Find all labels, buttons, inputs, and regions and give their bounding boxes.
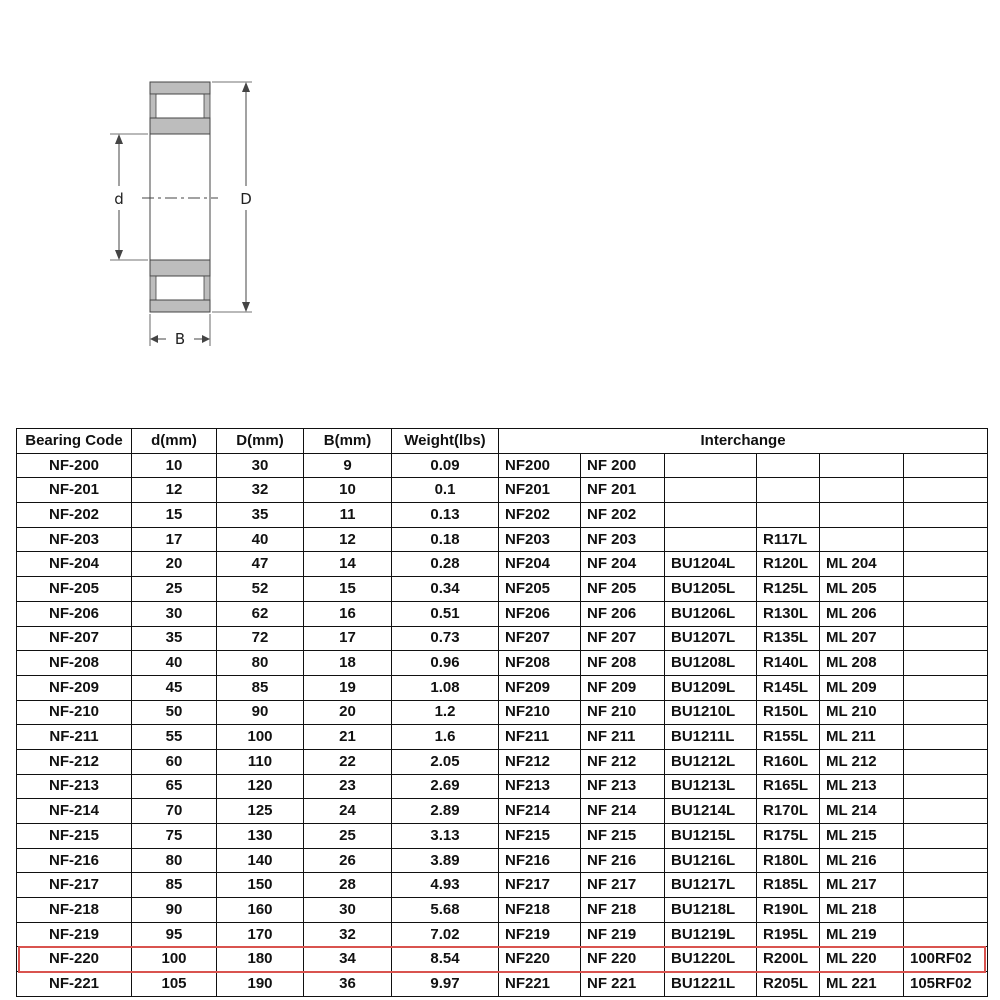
interchange-4-cell: R117L (757, 527, 820, 552)
d-mm-cell: 40 (132, 651, 217, 676)
interchange-4-cell (757, 453, 820, 478)
header-weight-lbs: Weight(lbs) (392, 429, 499, 454)
interchange-3-cell: BU1209L (665, 675, 757, 700)
B-mm-cell: 20 (304, 700, 392, 725)
D-mm-cell: 150 (217, 873, 304, 898)
interchange-5-cell: ML 209 (820, 675, 904, 700)
interchange-2-cell: NF 201 (581, 478, 665, 503)
interchange-6-cell (904, 700, 988, 725)
interchange-6-cell (904, 577, 988, 602)
interchange-3-cell: BU1204L (665, 552, 757, 577)
bearing-code-cell: NF-203 (17, 527, 132, 552)
d-mm-cell: 100 (132, 947, 217, 972)
bearing-code-cell: NF-220 (17, 947, 132, 972)
interchange-3-cell: BU1220L (665, 947, 757, 972)
bearing-code-cell: NF-219 (17, 922, 132, 947)
bearing-code-cell: NF-207 (17, 626, 132, 651)
interchange-6-cell (904, 601, 988, 626)
D-mm-cell: 110 (217, 749, 304, 774)
interchange-1-cell: NF220 (499, 947, 581, 972)
weight-lbs-cell: 3.89 (392, 848, 499, 873)
bearing-code-cell: NF-218 (17, 898, 132, 923)
bearing-code-cell: NF-221 (17, 972, 132, 997)
interchange-2-cell: NF 221 (581, 972, 665, 997)
weight-lbs-cell: 3.13 (392, 824, 499, 849)
interchange-1-cell: NF200 (499, 453, 581, 478)
interchange-4-cell: R140L (757, 651, 820, 676)
header-interchange: Interchange (499, 429, 988, 454)
header-bearing-code: Bearing Code (17, 429, 132, 454)
interchange-5-cell: ML 210 (820, 700, 904, 725)
interchange-6-cell: 105RF02 (904, 972, 988, 997)
interchange-1-cell: NF204 (499, 552, 581, 577)
bearing-code-cell: NF-201 (17, 478, 132, 503)
interchange-4-cell: R150L (757, 700, 820, 725)
table-row (17, 799, 988, 824)
interchange-1-cell: NF219 (499, 922, 581, 947)
dimension-d (110, 134, 148, 260)
table-row (17, 552, 988, 577)
B-mm-cell: 21 (304, 725, 392, 750)
interchange-3-cell: BU1206L (665, 601, 757, 626)
interchange-1-cell: NF202 (499, 503, 581, 528)
weight-lbs-cell: 0.73 (392, 626, 499, 651)
table-row (17, 947, 988, 972)
interchange-4-cell: R130L (757, 601, 820, 626)
interchange-1-cell: NF208 (499, 651, 581, 676)
B-mm-cell: 30 (304, 898, 392, 923)
interchange-4-cell: R160L (757, 749, 820, 774)
weight-lbs-cell: 0.34 (392, 577, 499, 602)
D-mm-cell: 85 (217, 675, 304, 700)
interchange-6-cell (904, 626, 988, 651)
D-mm-cell: 30 (217, 453, 304, 478)
table-row (17, 824, 988, 849)
interchange-1-cell: NF214 (499, 799, 581, 824)
interchange-6-cell (904, 898, 988, 923)
bearing-code-cell: NF-206 (17, 601, 132, 626)
interchange-5-cell: ML 205 (820, 577, 904, 602)
weight-lbs-cell: 2.05 (392, 749, 499, 774)
dimension-D-label: D (240, 190, 252, 208)
table-row (17, 749, 988, 774)
interchange-3-cell: BU1221L (665, 972, 757, 997)
d-mm-cell: 65 (132, 774, 217, 799)
interchange-5-cell: ML 214 (820, 799, 904, 824)
bearing-code-cell: NF-205 (17, 577, 132, 602)
interchange-2-cell: NF 205 (581, 577, 665, 602)
B-mm-cell: 19 (304, 675, 392, 700)
interchange-1-cell: NF212 (499, 749, 581, 774)
interchange-3-cell: BU1205L (665, 577, 757, 602)
interchange-6-cell (904, 922, 988, 947)
interchange-5-cell (820, 503, 904, 528)
bearing-cross-section-diagram (100, 70, 290, 360)
interchange-3-cell: BU1219L (665, 922, 757, 947)
B-mm-cell: 26 (304, 848, 392, 873)
interchange-5-cell (820, 527, 904, 552)
weight-lbs-cell: 2.69 (392, 774, 499, 799)
d-mm-cell: 20 (132, 552, 217, 577)
interchange-6-cell (904, 749, 988, 774)
B-mm-cell: 23 (304, 774, 392, 799)
D-mm-cell: 120 (217, 774, 304, 799)
table-row (17, 873, 988, 898)
interchange-2-cell: NF 220 (581, 947, 665, 972)
interchange-6-cell (904, 527, 988, 552)
B-mm-cell: 32 (304, 922, 392, 947)
interchange-2-cell: NF 212 (581, 749, 665, 774)
interchange-1-cell: NF209 (499, 675, 581, 700)
interchange-3-cell: BU1215L (665, 824, 757, 849)
interchange-4-cell: R120L (757, 552, 820, 577)
interchange-1-cell: NF211 (499, 725, 581, 750)
bearing-code-cell: NF-212 (17, 749, 132, 774)
table-row (17, 478, 988, 503)
D-mm-cell: 72 (217, 626, 304, 651)
D-mm-cell: 190 (217, 972, 304, 997)
interchange-5-cell: ML 216 (820, 848, 904, 873)
interchange-2-cell: NF 207 (581, 626, 665, 651)
interchange-5-cell: ML 217 (820, 873, 904, 898)
interchange-3-cell: BU1211L (665, 725, 757, 750)
table-row (17, 700, 988, 725)
interchange-4-cell: R170L (757, 799, 820, 824)
B-mm-cell: 11 (304, 503, 392, 528)
interchange-4-cell (757, 503, 820, 528)
d-mm-cell: 85 (132, 873, 217, 898)
interchange-3-cell: BU1213L (665, 774, 757, 799)
weight-lbs-cell: 1.6 (392, 725, 499, 750)
B-mm-cell: 15 (304, 577, 392, 602)
interchange-1-cell: NF206 (499, 601, 581, 626)
d-mm-cell: 60 (132, 749, 217, 774)
weight-lbs-cell: 7.02 (392, 922, 499, 947)
interchange-1-cell: NF207 (499, 626, 581, 651)
table-row (17, 922, 988, 947)
dimension-d-label: d (114, 190, 124, 208)
d-mm-cell: 105 (132, 972, 217, 997)
interchange-3-cell: BU1210L (665, 700, 757, 725)
B-mm-cell: 18 (304, 651, 392, 676)
weight-lbs-cell: 0.1 (392, 478, 499, 503)
bearing-code-cell: NF-210 (17, 700, 132, 725)
weight-lbs-cell: 9.97 (392, 972, 499, 997)
interchange-1-cell: NF221 (499, 972, 581, 997)
weight-lbs-cell: 1.08 (392, 675, 499, 700)
interchange-3-cell: BU1216L (665, 848, 757, 873)
interchange-1-cell: NF201 (499, 478, 581, 503)
table-row (17, 972, 988, 997)
D-mm-cell: 160 (217, 898, 304, 923)
bearing-code-cell: NF-216 (17, 848, 132, 873)
interchange-1-cell: NF218 (499, 898, 581, 923)
interchange-2-cell: NF 215 (581, 824, 665, 849)
D-mm-cell: 180 (217, 947, 304, 972)
weight-lbs-cell: 5.68 (392, 898, 499, 923)
interchange-2-cell: NF 218 (581, 898, 665, 923)
interchange-3-cell: BU1218L (665, 898, 757, 923)
B-mm-cell: 36 (304, 972, 392, 997)
interchange-6-cell (904, 824, 988, 849)
interchange-2-cell: NF 214 (581, 799, 665, 824)
bearing-top-section (150, 82, 210, 134)
interchange-5-cell: ML 211 (820, 725, 904, 750)
table-row (17, 453, 988, 478)
interchange-4-cell: R195L (757, 922, 820, 947)
D-mm-cell: 32 (217, 478, 304, 503)
interchange-5-cell: ML 204 (820, 552, 904, 577)
table-row (17, 626, 988, 651)
table-row (17, 503, 988, 528)
d-mm-cell: 80 (132, 848, 217, 873)
d-mm-cell: 35 (132, 626, 217, 651)
interchange-5-cell (820, 478, 904, 503)
interchange-3-cell: BU1217L (665, 873, 757, 898)
interchange-4-cell: R200L (757, 947, 820, 972)
dimension-D (212, 82, 252, 312)
weight-lbs-cell: 0.13 (392, 503, 499, 528)
bearing-code-cell: NF-211 (17, 725, 132, 750)
interchange-3-cell (665, 453, 757, 478)
B-mm-cell: 16 (304, 601, 392, 626)
interchange-1-cell: NF210 (499, 700, 581, 725)
interchange-6-cell (904, 848, 988, 873)
interchange-6-cell (904, 675, 988, 700)
B-mm-cell: 10 (304, 478, 392, 503)
interchange-3-cell: BU1214L (665, 799, 757, 824)
header-d-mm: d(mm) (132, 429, 217, 454)
interchange-2-cell: NF 213 (581, 774, 665, 799)
interchange-1-cell: NF215 (499, 824, 581, 849)
interchange-4-cell: R180L (757, 848, 820, 873)
table-row (17, 774, 988, 799)
interchange-5-cell: ML 220 (820, 947, 904, 972)
interchange-5-cell: ML 206 (820, 601, 904, 626)
interchange-2-cell: NF 203 (581, 527, 665, 552)
B-mm-cell: 24 (304, 799, 392, 824)
table-row (17, 651, 988, 676)
interchange-4-cell: R135L (757, 626, 820, 651)
interchange-2-cell: NF 200 (581, 453, 665, 478)
interchange-2-cell: NF 216 (581, 848, 665, 873)
interchange-6-cell: 100RF02 (904, 947, 988, 972)
interchange-5-cell: ML 208 (820, 651, 904, 676)
interchange-4-cell: R175L (757, 824, 820, 849)
bearing-code-cell: NF-208 (17, 651, 132, 676)
interchange-2-cell: NF 217 (581, 873, 665, 898)
interchange-1-cell: NF216 (499, 848, 581, 873)
table-row (17, 527, 988, 552)
header-B-mm: B(mm) (304, 429, 392, 454)
interchange-3-cell (665, 503, 757, 528)
interchange-4-cell: R190L (757, 898, 820, 923)
table-row (17, 725, 988, 750)
table-row (17, 898, 988, 923)
D-mm-cell: 100 (217, 725, 304, 750)
interchange-6-cell (904, 552, 988, 577)
interchange-6-cell (904, 774, 988, 799)
interchange-1-cell: NF217 (499, 873, 581, 898)
interchange-5-cell: ML 219 (820, 922, 904, 947)
d-mm-cell: 10 (132, 453, 217, 478)
d-mm-cell: 75 (132, 824, 217, 849)
interchange-2-cell: NF 202 (581, 503, 665, 528)
interchange-6-cell (904, 873, 988, 898)
B-mm-cell: 28 (304, 873, 392, 898)
interchange-5-cell: ML 218 (820, 898, 904, 923)
interchange-1-cell: NF213 (499, 774, 581, 799)
D-mm-cell: 125 (217, 799, 304, 824)
D-mm-cell: 47 (217, 552, 304, 577)
D-mm-cell: 62 (217, 601, 304, 626)
B-mm-cell: 12 (304, 527, 392, 552)
weight-lbs-cell: 2.89 (392, 799, 499, 824)
d-mm-cell: 55 (132, 725, 217, 750)
table-row (17, 675, 988, 700)
dimension-B (150, 314, 210, 348)
interchange-3-cell: BU1208L (665, 651, 757, 676)
interchange-4-cell: R125L (757, 577, 820, 602)
bearing-code-cell: NF-200 (17, 453, 132, 478)
interchange-6-cell (904, 651, 988, 676)
B-mm-cell: 22 (304, 749, 392, 774)
B-mm-cell: 34 (304, 947, 392, 972)
d-mm-cell: 50 (132, 700, 217, 725)
weight-lbs-cell: 4.93 (392, 873, 499, 898)
weight-lbs-cell: 0.09 (392, 453, 499, 478)
interchange-5-cell: ML 215 (820, 824, 904, 849)
d-mm-cell: 25 (132, 577, 217, 602)
bearing-code-cell: NF-217 (17, 873, 132, 898)
interchange-3-cell (665, 478, 757, 503)
D-mm-cell: 40 (217, 527, 304, 552)
D-mm-cell: 80 (217, 651, 304, 676)
interchange-5-cell: ML 207 (820, 626, 904, 651)
bearing-code-cell: NF-214 (17, 799, 132, 824)
interchange-6-cell (904, 725, 988, 750)
bearing-spec-table (16, 428, 988, 997)
interchange-2-cell: NF 208 (581, 651, 665, 676)
D-mm-cell: 140 (217, 848, 304, 873)
weight-lbs-cell: 8.54 (392, 947, 499, 972)
interchange-4-cell: R205L (757, 972, 820, 997)
weight-lbs-cell: 1.2 (392, 700, 499, 725)
bearing-code-cell: NF-215 (17, 824, 132, 849)
interchange-2-cell: NF 210 (581, 700, 665, 725)
D-mm-cell: 170 (217, 922, 304, 947)
d-mm-cell: 70 (132, 799, 217, 824)
table-row (17, 848, 988, 873)
D-mm-cell: 52 (217, 577, 304, 602)
weight-lbs-cell: 0.18 (392, 527, 499, 552)
table-body (17, 453, 988, 996)
d-mm-cell: 12 (132, 478, 217, 503)
table-header-row (17, 429, 988, 454)
table-row (17, 601, 988, 626)
interchange-4-cell: R155L (757, 725, 820, 750)
interchange-5-cell (820, 453, 904, 478)
interchange-6-cell (904, 478, 988, 503)
interchange-5-cell: ML 221 (820, 972, 904, 997)
D-mm-cell: 35 (217, 503, 304, 528)
d-mm-cell: 17 (132, 527, 217, 552)
B-mm-cell: 25 (304, 824, 392, 849)
d-mm-cell: 15 (132, 503, 217, 528)
d-mm-cell: 30 (132, 601, 217, 626)
B-mm-cell: 17 (304, 626, 392, 651)
bearing-code-cell: NF-209 (17, 675, 132, 700)
interchange-6-cell (904, 799, 988, 824)
header-D-mm: D(mm) (217, 429, 304, 454)
d-mm-cell: 95 (132, 922, 217, 947)
weight-lbs-cell: 0.28 (392, 552, 499, 577)
interchange-6-cell (904, 453, 988, 478)
D-mm-cell: 90 (217, 700, 304, 725)
interchange-4-cell: R165L (757, 774, 820, 799)
dimension-B-label: B (174, 330, 186, 348)
interchange-1-cell: NF205 (499, 577, 581, 602)
weight-lbs-cell: 0.51 (392, 601, 499, 626)
interchange-1-cell: NF203 (499, 527, 581, 552)
d-mm-cell: 45 (132, 675, 217, 700)
interchange-6-cell (904, 503, 988, 528)
interchange-4-cell: R145L (757, 675, 820, 700)
interchange-2-cell: NF 211 (581, 725, 665, 750)
B-mm-cell: 14 (304, 552, 392, 577)
weight-lbs-cell: 0.96 (392, 651, 499, 676)
d-mm-cell: 90 (132, 898, 217, 923)
interchange-5-cell: ML 213 (820, 774, 904, 799)
bearing-bottom-section (150, 260, 210, 312)
interchange-3-cell (665, 527, 757, 552)
interchange-3-cell: BU1212L (665, 749, 757, 774)
bearing-code-cell: NF-213 (17, 774, 132, 799)
D-mm-cell: 130 (217, 824, 304, 849)
interchange-3-cell: BU1207L (665, 626, 757, 651)
interchange-2-cell: NF 219 (581, 922, 665, 947)
interchange-2-cell: NF 206 (581, 601, 665, 626)
bearing-code-cell: NF-202 (17, 503, 132, 528)
B-mm-cell: 9 (304, 453, 392, 478)
interchange-4-cell: R185L (757, 873, 820, 898)
interchange-5-cell: ML 212 (820, 749, 904, 774)
interchange-2-cell: NF 209 (581, 675, 665, 700)
bearing-code-cell: NF-204 (17, 552, 132, 577)
interchange-2-cell: NF 204 (581, 552, 665, 577)
table-row (17, 577, 988, 602)
interchange-4-cell (757, 478, 820, 503)
